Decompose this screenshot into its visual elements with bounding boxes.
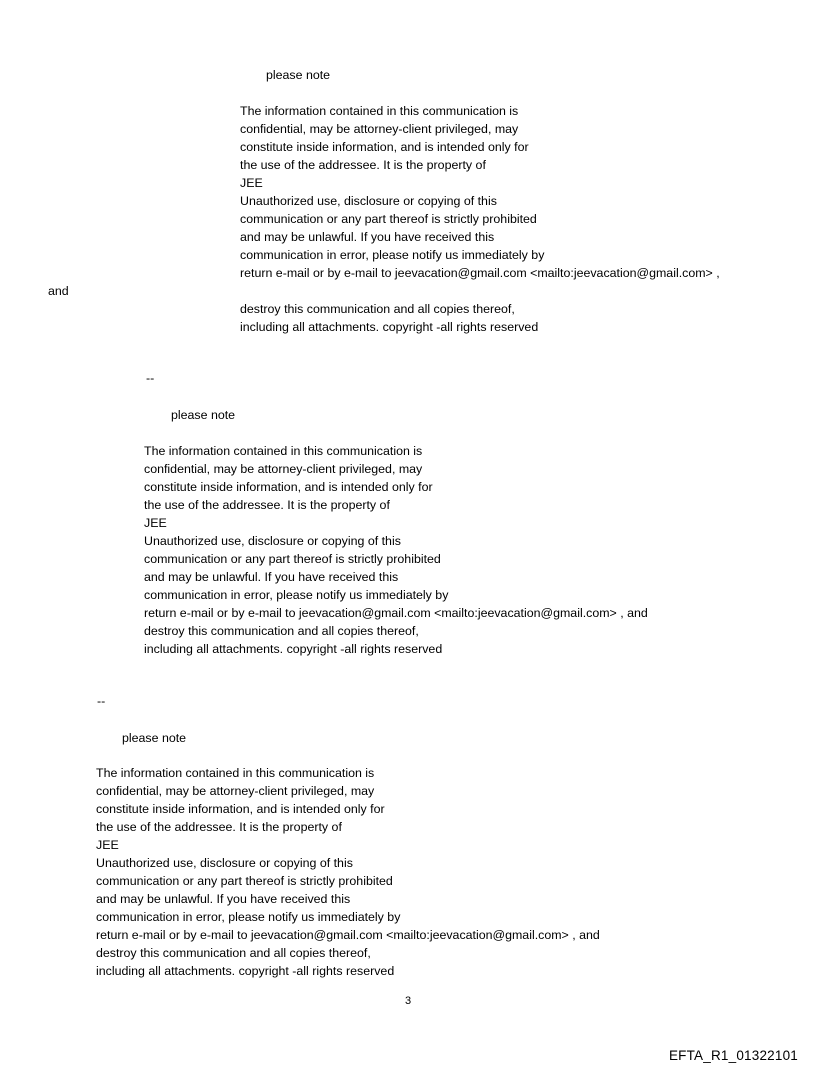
note-1-line: constitute inside information, and is intended only for [240,140,529,154]
note-1-line: JEE [240,176,263,190]
note-2-line: communication or any part thereof is strictly prohibited [144,552,441,566]
note-2-line: the use of the addressee. It is the property of [144,498,390,512]
note-3-line: return e-mail or by e-mail to jeevacation@gmail.com <mailto:jeevacation@gmail.com> , and [96,928,600,942]
document-id: EFTA_R1_01322101 [668,1048,798,1063]
note-3-line: confidential, may be attorney-client privileged, may [96,784,375,798]
note-3-line: constitute inside information, and is intended only for [96,802,385,816]
note-3-line: and may be unlawful. If you have received this [96,892,351,906]
note-1-line: The information contained in this communication is [240,104,519,118]
note-1-tail-line: destroy this communication and all copies thereof, [240,302,515,316]
note-3-body [96,764,600,980]
note-2-line: constitute inside information, and is intended only for [144,480,433,494]
note-1-body [240,102,720,282]
note-3-line: communication or any part thereof is strictly prohibited [96,874,393,888]
note-2-body [144,442,648,658]
note-3-heading: please note [122,731,187,745]
note-3-line: the use of the addressee. It is the property of [96,820,342,834]
note-3-line: destroy this communication and all copies thereof, [96,946,371,960]
note-1-line: communication in error, please notify us immediately by [240,248,545,262]
note-2-line: Unauthorized use, disclosure or copying of this [144,534,401,548]
page-number: 3 [404,995,412,1007]
note-1-tail [240,300,538,336]
note-2-line: destroy this communication and all copies thereof, [144,624,419,638]
note-1-line: Unauthorized use, disclosure or copying of this [240,194,497,208]
note-1-line: and may be unlawful. If you have received this [240,230,495,244]
note-1-line: confidential, may be attorney-client privileged, may [240,122,519,136]
note-1-line: the use of the addressee. It is the property of [240,158,486,172]
note-1-heading: please note [266,68,331,82]
note-3-line: communication in error, please notify us immediately by [96,910,401,924]
note-2-heading: please note [171,408,236,422]
note-2-line: and may be unlawful. If you have received this [144,570,399,584]
note-3-line: Unauthorized use, disclosure or copying of this [96,856,353,870]
note-2-line: return e-mail or by e-mail to jeevacation@gmail.com <mailto:jeevacation@gmail.com> , and [144,606,648,620]
note-2-separator: -- [146,371,155,385]
note-1-wrapped-word: and [48,284,69,298]
note-3-line: The information contained in this communication is [96,766,375,780]
note-1-line: communication or any part thereof is strictly prohibited [240,212,537,226]
note-1-line: return e-mail or by e-mail to jeevacation@gmail.com <mailto:jeevacation@gmail.com> , [240,266,720,280]
note-2-line: including all attachments. copyright -all rights reserved [144,642,443,656]
note-2-line: JEE [144,516,167,530]
note-2-line: confidential, may be attorney-client privileged, may [144,462,423,476]
note-2-line: The information contained in this communication is [144,444,423,458]
note-3-separator: -- [97,694,106,708]
note-3-line: including all attachments. copyright -all rights reserved [96,964,395,978]
note-2-line: communication in error, please notify us immediately by [144,588,449,602]
note-3-line: JEE [96,838,119,852]
note-1-tail-line: including all attachments. copyright -all rights reserved [240,320,539,334]
